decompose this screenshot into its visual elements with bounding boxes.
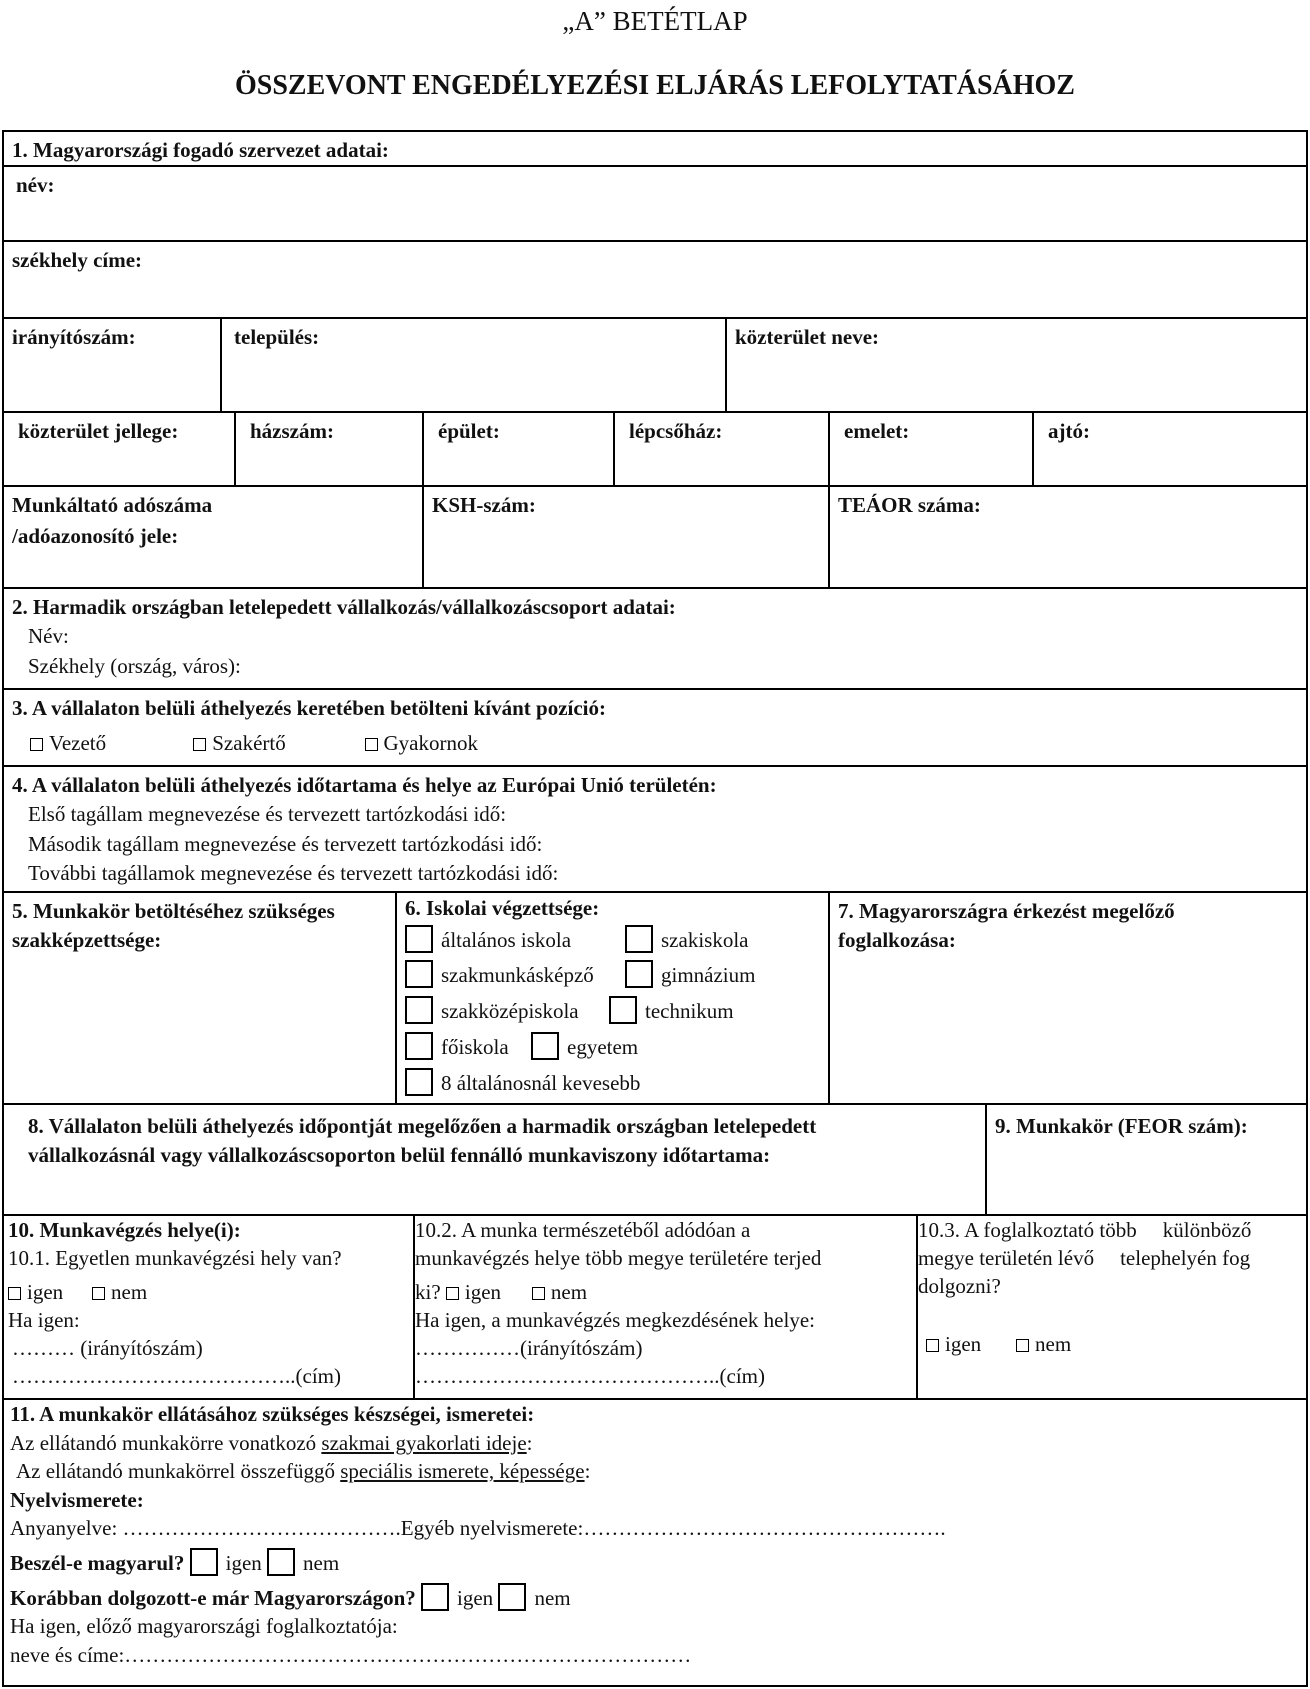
checkbox-icon	[405, 960, 433, 988]
main-title: ÖSSZEVONT ENGEDÉLYEZÉSI ELJÁRÁS LEFOLYTATÁSÁHOZ	[235, 70, 1075, 101]
edu-primary-school[interactable]: általános iskola	[405, 923, 625, 957]
special-skills-field[interactable]: Az ellátandó munkakörrel összefüggő speciális ismerete, képessége:	[16, 1459, 591, 1484]
multi-site-yes[interactable]: igen	[926, 1330, 1016, 1358]
checkbox-icon	[532, 1287, 545, 1300]
checkbox-icon	[92, 1287, 105, 1300]
seat-address-field[interactable]: székhely címe:	[2, 240, 1308, 319]
multi-county-no[interactable]: nem	[532, 1278, 587, 1306]
other-states-field[interactable]: További tagállamok megnevezése és tervezett tartózkodási idő:	[28, 861, 559, 886]
position-option-expert[interactable]: Szakértő	[193, 729, 359, 758]
company-name-field[interactable]: Név:	[28, 624, 69, 649]
tax-number-field[interactable]: Munkáltató adószáma /adóazonosító jele:	[2, 485, 424, 589]
education-section: 6. Iskolai végzettsége: általános iskola szakiskola szakmunkásképző gimnázium szakközépiskola technikum főiskola egyetem 8 általánosnál kevesebb	[395, 891, 830, 1105]
edu-technical-school[interactable]: technikum	[609, 993, 734, 1029]
work-place-multi-site: 10.3. A foglalkoztató több különböző megye területén lévő telephelyén fog dolgozni? igen nem	[916, 1214, 1308, 1400]
checkbox-icon	[30, 738, 43, 751]
checkbox-icon	[446, 1287, 459, 1300]
previous-occupation-field[interactable]: 7. Magyarországra érkezést megelőző foglalkozása:	[828, 891, 1308, 1105]
multi-county-zip[interactable]: ……………(irányítószám)	[415, 1336, 643, 1360]
checkbox-icon	[531, 1032, 559, 1060]
zip-field[interactable]: irányítószám:	[2, 317, 222, 413]
floor-field[interactable]: emelet:	[828, 411, 1034, 487]
company-seat-field[interactable]: Székhely (ország, város):	[28, 653, 241, 678]
position-option-manager[interactable]: Vezető	[30, 729, 188, 758]
practice-time-field[interactable]: Az ellátandó munkakörre vonatkozó szakmai gyakorlati ideje:	[10, 1430, 533, 1455]
first-state-field[interactable]: Első tagállam megnevezése és tervezett tartózkodási idő:	[28, 802, 507, 827]
checkbox-icon	[267, 1548, 295, 1576]
checkbox-icon	[405, 1032, 433, 1060]
single-place-address[interactable]: …………………………………..(cím)	[12, 1364, 341, 1388]
edu-less-than-8-grades[interactable]: 8 általánosnál kevesebb	[405, 1065, 640, 1101]
checkbox-icon	[405, 925, 433, 953]
teaor-number-field[interactable]: TEÁOR száma:	[828, 485, 1308, 589]
street-type-field[interactable]: közterület jellege:	[2, 411, 236, 487]
position-option-trainee[interactable]: Gyakornok	[365, 729, 478, 758]
checkbox-icon	[498, 1583, 526, 1611]
section-2: 2. Harmadik országban letelepedett vállalkozás/vállalkozáscsoport adatai: Név: Székhely (ország, város):	[2, 587, 1308, 690]
languages-field[interactable]: Anyanyelve: ………………………………….Egyéb nyelvismerete:…………………………………………….	[10, 1516, 946, 1541]
checkbox-icon	[405, 996, 433, 1024]
checkbox-icon	[8, 1287, 21, 1300]
checkbox-icon	[625, 925, 653, 953]
speaks-hungarian-no[interactable]: nem	[267, 1548, 339, 1578]
checkbox-icon	[625, 960, 653, 988]
checkbox-icon	[609, 996, 637, 1024]
name-field[interactable]: név:	[2, 165, 1308, 242]
work-place-single: 10. Munkavégzés helye(i): 10.1. Egyetlen munkavégzési hely van? igen nem Ha igen: ……… (irányítószám) …………………………………..(cím)	[2, 1214, 415, 1400]
edu-vocational-school[interactable]: szakiskola	[625, 923, 748, 957]
checkbox-icon	[1016, 1339, 1029, 1352]
multi-county-yes[interactable]: igen	[446, 1278, 532, 1306]
house-number-field[interactable]: házszám:	[234, 411, 424, 487]
edu-university[interactable]: egyetem	[531, 1029, 638, 1065]
single-place-no[interactable]: nem	[92, 1278, 147, 1306]
s1-title: 1. Magyarországi fogadó szervezet adatai:	[2, 130, 1308, 167]
multi-county-address[interactable]: ……………………………………..(cím)	[415, 1364, 765, 1388]
work-place-multi-county: 10.2. A munka természetéből adódóan a munkavégzés helye több megye területére terjed ki? igen nem Ha igen, a munkavégzés megkezdésének helye: ……………(irányítószám) ……………………………………..(cím)	[413, 1214, 918, 1400]
checkbox-icon	[926, 1339, 939, 1352]
checkbox-icon	[190, 1548, 218, 1576]
previous-employer-field[interactable]: neve és címe:………………………………………………………………………	[10, 1642, 692, 1667]
section-3: 3. A vállalaton belüli áthelyezés keretében betölteni kívánt pozíció: Vezető Szakértő Gyakornok	[2, 688, 1308, 767]
second-state-field[interactable]: Második tagállam megnevezése és tervezett tartózkodási idő:	[28, 831, 543, 856]
edu-college[interactable]: főiskola	[405, 1029, 531, 1065]
section-11: 11. A munkakör ellátásához szükséges készségei, ismeretei: Az ellátandó munkakörre vonatkozó szakmai gyakorlati ideje: Az ellátandó munkakörrel összefüggő speciális ismerete, képessége: Nyelvismerete: Anyanyelve: ………………………………….Egyéb nyelvismerete:……………………………………………. Beszél-e magyarul? igen nem Korábban dolgozott-e már Magyarországon? igen nem Ha igen, előző magyarországi foglalkoztatója: neve és címe:………………………………………………………………………	[2, 1398, 1308, 1687]
single-place-yes[interactable]: igen	[8, 1278, 92, 1306]
checkbox-icon	[421, 1583, 449, 1611]
checkbox-icon	[365, 738, 378, 751]
edu-secondary-vocational[interactable]: szakközépiskola	[405, 993, 609, 1029]
speaks-hungarian-yes[interactable]: igen	[190, 1548, 262, 1578]
door-field[interactable]: ajtó:	[1032, 411, 1308, 487]
employment-duration-field[interactable]: 8. Vállalaton belüli áthelyezés időpontját megelőzően a harmadik országban letelepedett vállalkozásnál vagy vállalkozáscsoporton belül fennálló munkaviszony időtartama:	[2, 1103, 987, 1216]
single-place-zip[interactable]: ……… (irányítószám)	[12, 1336, 203, 1360]
checkbox-icon	[405, 1068, 433, 1096]
worked-in-hungary-yes[interactable]: igen	[421, 1583, 493, 1613]
feor-number-field[interactable]: 9. Munkakör (FEOR szám):	[985, 1103, 1308, 1216]
qualification-field[interactable]: 5. Munkakör betöltéséhez szükséges szakképzettsége:	[2, 891, 397, 1105]
multi-site-no[interactable]: nem	[1016, 1330, 1071, 1358]
building-field[interactable]: épület:	[422, 411, 615, 487]
street-name-field[interactable]: közterület neve:	[725, 317, 1308, 413]
edu-apprentice-school[interactable]: szakmunkásképző	[405, 957, 625, 993]
worked-in-hungary-no[interactable]: nem	[498, 1583, 570, 1613]
town-field[interactable]: település:	[220, 317, 727, 413]
ksh-number-field[interactable]: KSH-szám:	[422, 485, 830, 589]
section-4: 4. A vállalaton belüli áthelyezés időtartama és helye az Európai Unió területén: Első tagállam megnevezése és tervezett tartózkodási idő: Második tagállam megnevezése és tervezett tartózkodási idő: További tagállamok megnevezése és tervezett tartózkodási idő:	[2, 765, 1308, 893]
checkbox-icon	[193, 738, 206, 751]
insert-title: „A” BETÉTLAP	[562, 6, 748, 36]
edu-grammar-school[interactable]: gimnázium	[625, 957, 755, 993]
staircase-field[interactable]: lépcsőház:	[613, 411, 830, 487]
